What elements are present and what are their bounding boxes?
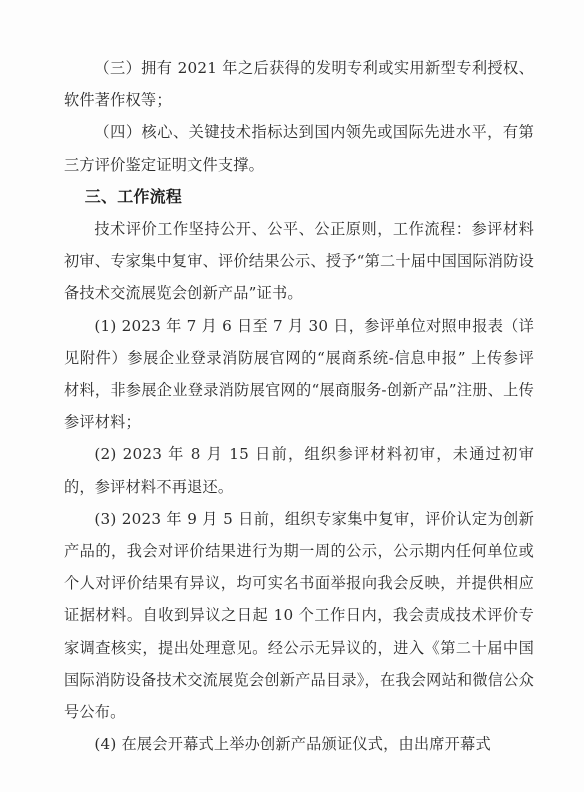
paragraph-step-4: (4) 在展会开幕式上举办创新产品颁证仪式，由出席开幕式 (94, 735, 491, 754)
document-body (64, 52, 534, 760)
paragraph-technical-indicators: （四）核心、关键技术指标达到国内领先或国际先进水平，有第三方评价鉴定证明文件支撑。 (64, 123, 534, 174)
paragraph-step-2: (2) 2023 年 8 月 15 日前，组织参评材料初审，未通过初审的，参评材料不再退还。 (64, 445, 534, 496)
paragraph-step-3: (3) 2023 年 9 月 5 日前，组织专家集中复审，评价认定为创新产品的，我会对评价结果进行为期一周的公示，公示期内任何单位或个人对评价结果有异议，均可实名书面举报向我会反映，并提供相应证据材料。自收到异议之日起 10 个工作日内，我会责成技术评价专家调查核实，提出处理意见。经公示无异议的，进入《第二十届中国国际消防设备技术交流展览会创新产品目录》，在我会网站和微信公众号公布。 (64, 509, 534, 722)
paragraph-workflow-intro: 技术评价工作坚持公开、公平、公正原则，工作流程：参评材料初审、专家集中复审、评价结果公示、授予“第二十届中国国际消防设备技术交流展览会创新产品”证书。 (64, 220, 534, 303)
paragraph-patents: （三）拥有 2021 年之后获得的发明专利或实用新型专利授权、软件著作权等； (64, 59, 534, 110)
paragraph-step-1: (1) 2023 年 7 月 6 日至 7 月 30 日，参评单位对照申报表（详见附件）参展企业登录消防展官网的“展商系统-信息申报” 上传参评材料，非参展企业登录消防展官网的“展商服务-创新产品”注册、上传参评材料； (64, 316, 534, 432)
section-heading: 三、工作流程 (84, 186, 182, 206)
